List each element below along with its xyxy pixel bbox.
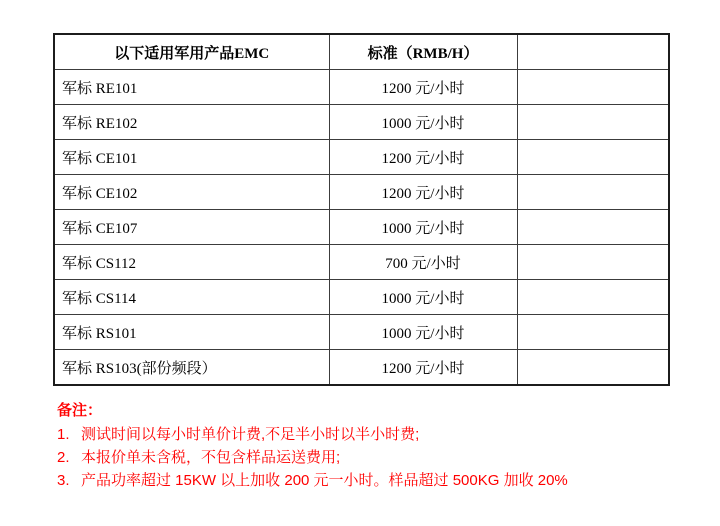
table-row [54, 105, 669, 140]
table-row [54, 350, 669, 386]
product-cell: 军标 CE107 [54, 210, 329, 245]
price-cell: 1000 元/小时 [329, 210, 517, 245]
remark-item [57, 424, 677, 446]
price-cell: 1200 元/小时 [329, 175, 517, 210]
header-rate-column: 标准（RMB/H） [329, 34, 517, 70]
table-row [54, 210, 669, 245]
empty-cell [517, 140, 669, 175]
table-row [54, 140, 669, 175]
empty-cell [517, 280, 669, 315]
product-cell: 军标 RE101 [54, 70, 329, 105]
remark-item [57, 470, 677, 492]
product-cell: 军标 RS101 [54, 315, 329, 350]
table-row [54, 245, 669, 280]
product-cell: 军标 RS103(部份频段） [54, 350, 329, 386]
remark-text: 产品功率超过 15KW 以上加收 200 元一小时。样品超过 500KG 加收 20% [81, 472, 568, 489]
remarks-title: 备注： [57, 402, 103, 419]
price-cell: 1200 元/小时 [329, 70, 517, 105]
product-cell: 军标 CS114 [54, 280, 329, 315]
remark-number: 3. [57, 472, 70, 489]
empty-cell [517, 70, 669, 105]
product-cell: 军标 CS112 [54, 245, 329, 280]
table-row [54, 280, 669, 315]
remark-number: 2. [57, 449, 70, 466]
remarks-section [57, 400, 677, 493]
price-cell: 1000 元/小时 [329, 315, 517, 350]
empty-cell [517, 315, 669, 350]
remark-text: 测试时间以每小时单价计费,不足半小时以半小时费; [81, 426, 420, 443]
remark-text: 本报价单未含税，不包含样品运送费用; [81, 449, 341, 466]
price-cell: 1000 元/小时 [329, 105, 517, 140]
remark-item [57, 447, 677, 469]
table-header-row [54, 34, 669, 70]
empty-cell [517, 210, 669, 245]
empty-cell [517, 105, 669, 140]
table-row [54, 70, 669, 105]
product-cell: 军标 RE102 [54, 105, 329, 140]
product-cell: 军标 CE101 [54, 140, 329, 175]
header-empty-column [517, 34, 669, 70]
price-cell: 1000 元/小时 [329, 280, 517, 315]
empty-cell [517, 175, 669, 210]
price-cell: 1200 元/小时 [329, 350, 517, 386]
product-cell: 军标 CE102 [54, 175, 329, 210]
price-cell: 1200 元/小时 [329, 140, 517, 175]
emc-price-table [53, 33, 670, 386]
table-row [54, 315, 669, 350]
remark-number: 1. [57, 426, 70, 443]
empty-cell [517, 245, 669, 280]
header-product-column: 以下适用军用产品EMC [54, 34, 329, 70]
price-cell: 700 元/小时 [329, 245, 517, 280]
table-row [54, 175, 669, 210]
empty-cell [517, 350, 669, 386]
